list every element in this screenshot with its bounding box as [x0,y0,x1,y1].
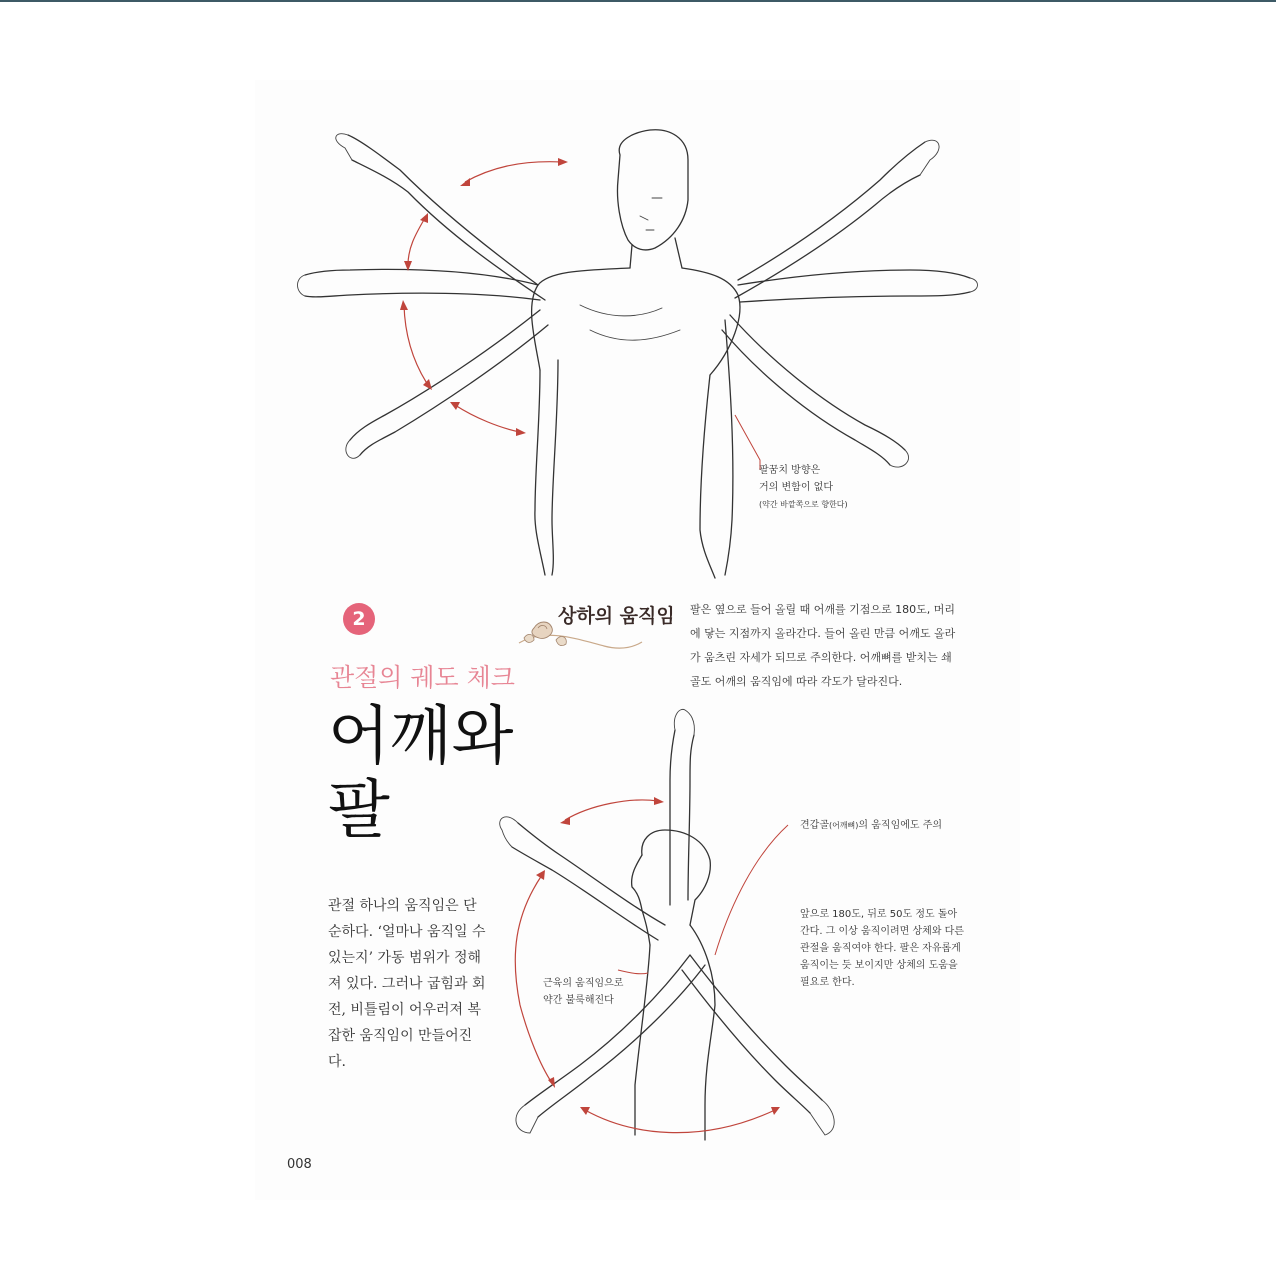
range-annotation-line2: 간다. 그 이상 움직이려면 상체와 다른 [800,926,964,937]
top-rule [0,0,1276,2]
range-annotation-line5: 필요로 한다. [800,977,855,988]
scapula-annotation-suffix: 의 움직임에도 주의 [858,820,943,831]
scapula-annotation-prefix: 견갑골 [800,820,829,831]
range-annotation [800,906,964,991]
range-annotation-line3: 관절을 움직여야 한다. 팔은 자유롭게 [800,943,961,954]
elbow-annotation-line3: (약간 바깥쪽으로 향한다) [759,500,848,509]
chapter-title-line1: 어깨와 [328,700,514,774]
elbow-annotation-line1: 팔꿈치 방향은 [759,465,821,476]
range-annotation-line1: 앞으로 180도, 뒤로 50도 정도 돌아 [800,909,958,920]
muscle-annotation [543,975,623,1009]
chapter-number-badge: 2 [343,603,375,635]
body-paragraph: 관절 하나의 움직임은 단순하다. ‘얼마나 움직일 수 있는지’ 가동 범위가 정해져 있다. 그러나 굽힘과 회전, 비틀림이 어우러져 복잡한 움직임이 만들어진다. [328,898,486,1070]
elbow-annotation-line2: 거의 변함이 없다 [759,482,833,493]
intro-paragraph: 팔은 옆으로 들어 올릴 때 어깨를 기점으로 180도, 머리에 닿는 지점까지 올라간다. 들어 올린 만큼 어깨도 올라가 움츠린 자세가 되므로 주의한다. 어깨뼈를 받치는 쇄골도 어깨의 움직임에 따라 각도가 달라진다. [690,603,956,688]
scapula-annotation-small: (어깨뼈) [828,821,859,830]
chapter-subtitle: 관절의 궤도 체크 [330,663,515,692]
chapter-title-line2: 팔 [328,774,390,848]
scapula-annotation [800,817,942,834]
section-title: 상하의 움직임 [558,605,675,627]
muscle-annotation-line1: 근육의 움직임으로 [543,978,624,989]
page-number: 008 [287,1157,312,1172]
elbow-annotation [759,462,848,513]
front-arm-range-illustration [290,120,990,590]
muscle-annotation-line2: 약간 불룩해진다 [543,995,614,1006]
range-annotation-line4: 움직이는 듯 보이지만 상체의 도움을 [800,960,958,971]
